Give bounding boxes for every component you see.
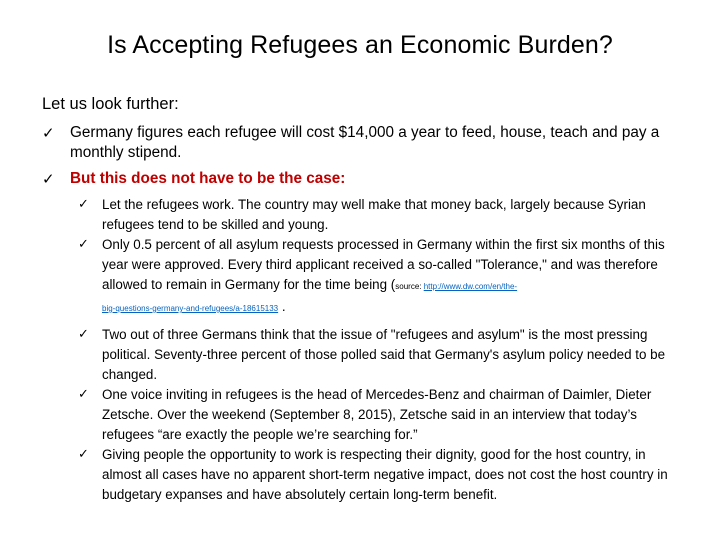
checkmark-icon: ✓ [42, 170, 55, 188]
checkmark-icon: ✓ [78, 237, 89, 252]
bullet-text-emphasis: But this does not have to be the case: [70, 170, 346, 187]
checkmark-icon: ✓ [78, 447, 89, 462]
sub-bullet-text: Let the refugees work. The country may well make that money back, largely because Syrian refugees tend to be skilled and young. [102, 197, 646, 232]
source-tail: . [278, 299, 286, 314]
sub-bullet-dignity [78, 445, 688, 505]
bullet-not-the-case [42, 169, 682, 189]
checkmark-icon: ✓ [78, 387, 89, 402]
sub-bullet-text: Giving people the opportunity to work is respecting their dignity, good for the host country, in almost all cases have no apparent short-term negative impact, does not cost the host country in budgetary expanses and have absolutely certain long-term benefit. [102, 447, 668, 502]
main-bullet-list [42, 123, 682, 195]
slide-subtitle: Let us look further: [42, 95, 179, 113]
source-label: source: [395, 282, 424, 291]
checkmark-icon: ✓ [78, 197, 89, 212]
sub-bullet-public-opinion [78, 325, 688, 385]
sub-bullet-text: Two out of three Germans think that the issue of "refugees and asylum" is the most pressing political. Seventy-three percent of those polled said that Germany's asylum policy needed to be changed. [102, 327, 666, 382]
sub-bullet-asylum-stats [78, 235, 688, 319]
sub-bullet-list [78, 195, 688, 505]
bullet-cost [42, 123, 682, 163]
sub-bullet-work [78, 195, 688, 235]
source-link-line [102, 297, 688, 319]
sub-bullet-zetsche [78, 385, 688, 445]
checkmark-icon: ✓ [42, 124, 55, 142]
source-link[interactable]: http://www.dw.com/en/the- [423, 282, 518, 291]
bullet-text: Germany figures each refugee will cost $14,000 a year to feed, house, teach and pay a monthly stipend. [70, 124, 660, 161]
sub-bullet-text: Only 0.5 percent of all asylum requests processed in Germany within the first six months of this year were approved. Every third applicant received a so-called "Tolerance," and was therefore allowed to remain in Germany for the time being ( [102, 237, 665, 292]
slide-title: Is Accepting Refugees an Economic Burden? [107, 31, 613, 59]
checkmark-icon: ✓ [78, 327, 89, 342]
source-link-continued[interactable]: big-questions-germany-and-refugees/a-18615133 [102, 304, 279, 313]
sub-bullet-text: One voice inviting in refugees is the head of Mercedes-Benz and chairman of Daimler, Dieter Zetsche. Over the weekend (September 8, 2015), Zetsche said in an interview that today’s refugees “are exactly the people we’re searching for.” [102, 387, 652, 442]
